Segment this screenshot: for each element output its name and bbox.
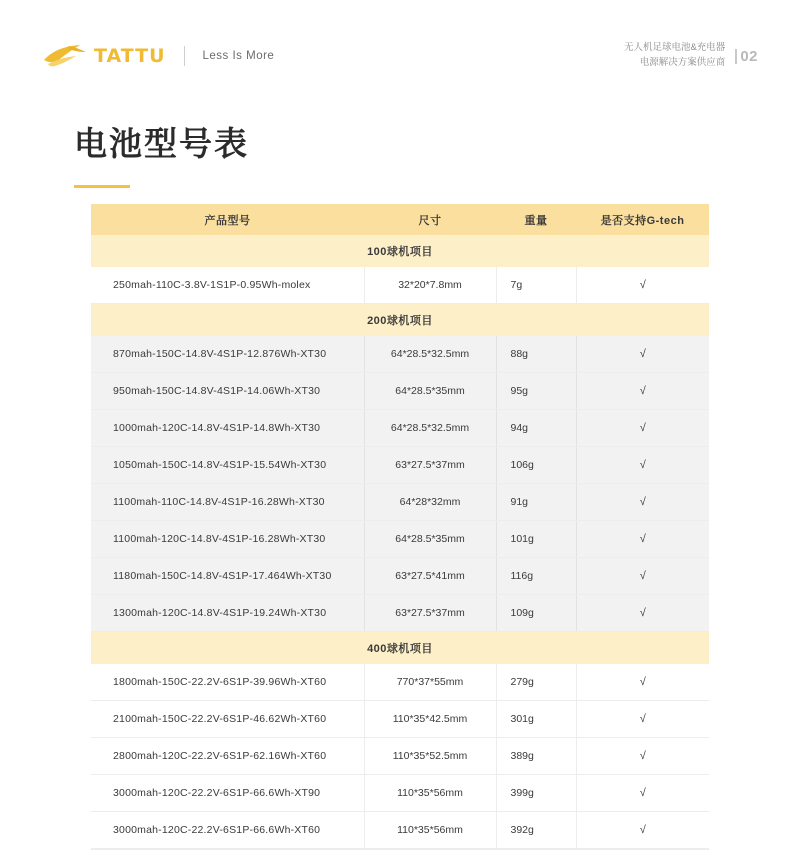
table-row [91, 775, 709, 812]
cell-gtech: √ [576, 701, 709, 738]
cell-gtech: √ [576, 664, 709, 701]
table-row [91, 484, 709, 521]
cell-weight: 91g [496, 484, 576, 521]
logo-text: TATTU [94, 45, 166, 67]
cell-model: 1050mah-150C-14.8V-4S1P-15.54Wh-XT30 [91, 447, 364, 484]
table-row [91, 521, 709, 558]
header-subtitle-line1: 无人机足球电池&充电器 [623, 42, 726, 54]
brand-divider [184, 46, 185, 66]
table-row [91, 447, 709, 484]
cell-model: 3000mah-120C-22.2V-6S1P-66.6Wh-XT90 [91, 775, 364, 812]
column-header-model: 产品型号 [91, 204, 364, 235]
cell-size: 64*28.5*35mm [364, 521, 496, 558]
cell-model: 2100mah-150C-22.2V-6S1P-46.62Wh-XT60 [91, 701, 364, 738]
cell-weight: 106g [496, 447, 576, 484]
cell-model: 2800mah-120C-22.2V-6S1P-62.16Wh-XT60 [91, 738, 364, 775]
battery-spec-table [91, 204, 709, 849]
table-row [91, 664, 709, 701]
cell-model: 1100mah-120C-14.8V-4S1P-16.28Wh-XT30 [91, 521, 364, 558]
page-number-value: 02 [740, 47, 758, 65]
header-subtitle [624, 41, 725, 70]
table-row [91, 558, 709, 595]
cell-size: 64*28.5*32.5mm [364, 336, 496, 373]
cell-weight: 301g [496, 701, 576, 738]
cell-size: 63*27.5*37mm [364, 447, 496, 484]
table-row [91, 267, 709, 304]
cell-size: 64*28*32mm [364, 484, 496, 521]
column-header-size: 尺寸 [364, 204, 496, 235]
cell-gtech: √ [576, 775, 709, 812]
title-underline [74, 185, 130, 188]
cell-model: 1180mah-150C-14.8V-4S1P-17.464Wh-XT30 [91, 558, 364, 595]
cell-weight: 88g [496, 336, 576, 373]
cell-gtech: √ [576, 373, 709, 410]
cell-model: 250mah-110C-3.8V-1S1P-0.95Wh-molex [91, 267, 364, 304]
cell-weight: 389g [496, 738, 576, 775]
column-header-gtech: 是否支持G-tech [576, 204, 709, 235]
cell-model: 1000mah-120C-14.8V-4S1P-14.8Wh-XT30 [91, 410, 364, 447]
table-group-row [91, 304, 709, 337]
cell-size: 770*37*55mm [364, 664, 496, 701]
cell-size: 63*27.5*37mm [364, 595, 496, 632]
cell-weight: 399g [496, 775, 576, 812]
table-group-label: 200球机项目 [91, 304, 709, 337]
cell-size: 110*35*56mm [364, 775, 496, 812]
cell-size: 32*20*7.8mm [364, 267, 496, 304]
brand-block [42, 43, 274, 69]
table-group-row [91, 632, 709, 665]
cell-size: 110*35*42.5mm [364, 701, 496, 738]
cell-weight: 279g [496, 664, 576, 701]
cell-gtech: √ [576, 447, 709, 484]
cell-weight: 95g [496, 373, 576, 410]
tattu-bird-logo-icon [42, 43, 88, 69]
table-row [91, 701, 709, 738]
brand-tagline: Less Is More [202, 50, 275, 62]
table-group-row [91, 235, 709, 267]
page-header [42, 30, 758, 82]
cell-model: 950mah-150C-14.8V-4S1P-14.06Wh-XT30 [91, 373, 364, 410]
cell-size: 63*27.5*41mm [364, 558, 496, 595]
cell-model: 1800mah-150C-22.2V-6S1P-39.96Wh-XT60 [91, 664, 364, 701]
title-block [74, 118, 249, 188]
cell-size: 64*28.5*32.5mm [364, 410, 496, 447]
cell-gtech: √ [576, 812, 709, 849]
cell-weight: 7g [496, 267, 576, 304]
cell-model: 1300mah-120C-14.8V-4S1P-19.24Wh-XT30 [91, 595, 364, 632]
table-body [91, 235, 709, 849]
cell-model: 3000mah-120C-22.2V-6S1P-66.6Wh-XT60 [91, 812, 364, 849]
page-title: 电池型号表 [74, 124, 249, 163]
column-header-weight: 重量 [496, 204, 576, 235]
page-number-bar-icon [735, 49, 737, 64]
cell-gtech: √ [576, 521, 709, 558]
cell-gtech: √ [576, 410, 709, 447]
cell-gtech: √ [576, 484, 709, 521]
cell-weight: 392g [496, 812, 576, 849]
cell-size: 110*35*56mm [364, 812, 496, 849]
page-number [735, 48, 758, 65]
table-head [91, 204, 709, 235]
table-row [91, 373, 709, 410]
cell-gtech: √ [576, 595, 709, 632]
cell-size: 64*28.5*35mm [364, 373, 496, 410]
cell-weight: 116g [496, 558, 576, 595]
table-header-row [91, 204, 709, 235]
cell-model: 870mah-150C-14.8V-4S1P-12.876Wh-XT30 [91, 336, 364, 373]
cell-weight: 109g [496, 595, 576, 632]
header-subtitle-line2: 电源解决方案供应商 [639, 57, 726, 68]
battery-spec-table-wrap [91, 204, 709, 850]
table-row [91, 336, 709, 373]
cell-gtech: √ [576, 336, 709, 373]
logo [42, 43, 166, 69]
cell-size: 110*35*52.5mm [364, 738, 496, 775]
table-row [91, 812, 709, 849]
table-row [91, 595, 709, 632]
cell-weight: 94g [496, 410, 576, 447]
table-group-label: 100球机项目 [91, 235, 709, 267]
cell-model: 1100mah-110C-14.8V-4S1P-16.28Wh-XT30 [91, 484, 364, 521]
cell-gtech: √ [576, 738, 709, 775]
table-group-label: 400球机项目 [91, 632, 709, 665]
cell-weight: 101g [496, 521, 576, 558]
cell-gtech: √ [576, 267, 709, 304]
table-row [91, 410, 709, 447]
cell-gtech: √ [576, 558, 709, 595]
header-right [624, 41, 758, 70]
table-row [91, 738, 709, 775]
